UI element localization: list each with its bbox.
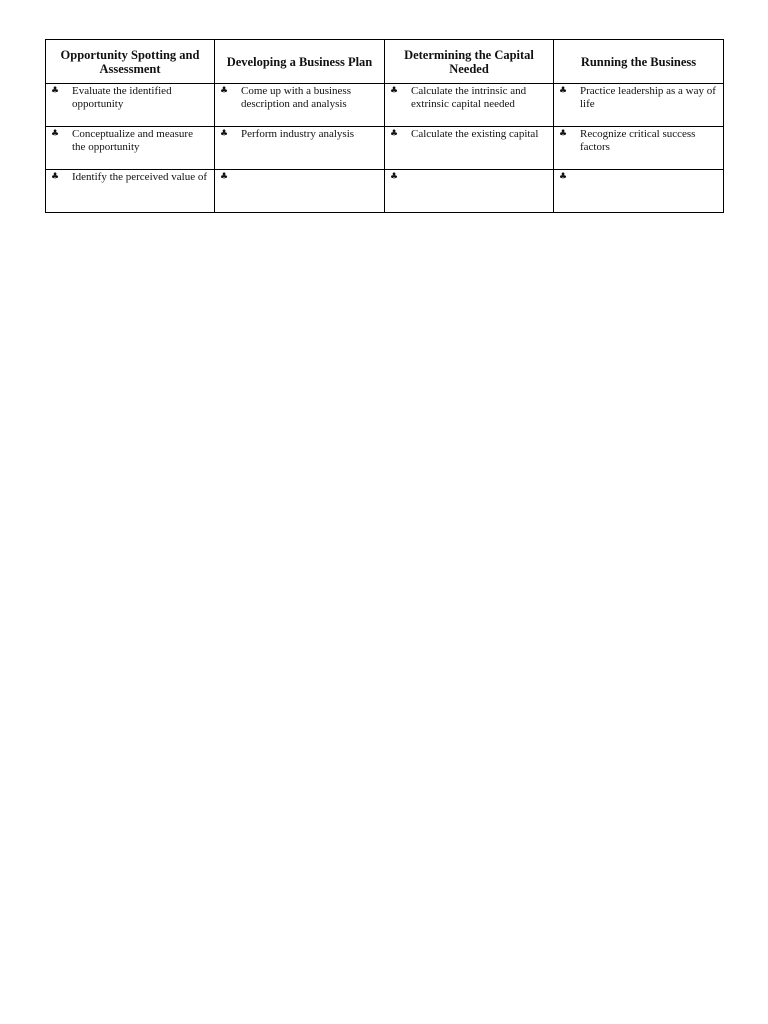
- cell-text: Calculate the intrinsic and extrinsic capital needed: [411, 85, 527, 110]
- column-header: Determining the Capital Needed: [385, 40, 554, 84]
- column-header: Running the Business: [554, 40, 724, 84]
- table-cell: [385, 84, 554, 127]
- table-cell: [215, 170, 385, 213]
- club-bullet-icon: ♣: [559, 86, 568, 96]
- column-header: Opportunity Spotting and Assessment: [46, 40, 215, 84]
- club-bullet-icon: ♣: [220, 86, 229, 96]
- table-cell: [215, 84, 385, 127]
- table-cell: [385, 127, 554, 170]
- cell-text: Practice leadership as a way of life: [580, 85, 716, 110]
- club-bullet-icon: ♣: [559, 172, 568, 182]
- business-plan-table: [45, 39, 724, 213]
- club-bullet-icon: ♣: [51, 86, 60, 96]
- table-cell: [46, 170, 215, 213]
- club-bullet-icon: ♣: [220, 172, 229, 182]
- cell-text: Calculate the existing capital: [411, 128, 539, 140]
- cell-text: Perform industry analysis: [241, 128, 355, 140]
- club-bullet-icon: ♣: [51, 172, 60, 182]
- cell-text: Evaluate the identified opportunity: [72, 85, 172, 110]
- cell-text: Identify the perceived value of: [72, 171, 207, 183]
- cell-text: Come up with a business description and analysis: [241, 85, 351, 110]
- table-cell: [554, 84, 724, 127]
- table-cell: [46, 127, 215, 170]
- header-row: [46, 40, 724, 84]
- table-cell: [46, 84, 215, 127]
- club-bullet-icon: ♣: [559, 129, 568, 139]
- table-cell: [554, 127, 724, 170]
- table-cell: [554, 170, 724, 213]
- club-bullet-icon: ♣: [390, 86, 399, 96]
- club-bullet-icon: ♣: [51, 129, 60, 139]
- cell-text: Conceptualize and measure the opportunity: [72, 128, 193, 153]
- cell-text: Recognize critical success factors: [580, 128, 696, 153]
- club-bullet-icon: ♣: [390, 172, 399, 182]
- table-cell: [215, 127, 385, 170]
- club-bullet-icon: ♣: [390, 129, 399, 139]
- table-row: [46, 170, 724, 213]
- table-cell: [385, 170, 554, 213]
- table-row: [46, 84, 724, 127]
- column-header: Developing a Business Plan: [215, 40, 385, 84]
- club-bullet-icon: ♣: [220, 129, 229, 139]
- table-row: [46, 127, 724, 170]
